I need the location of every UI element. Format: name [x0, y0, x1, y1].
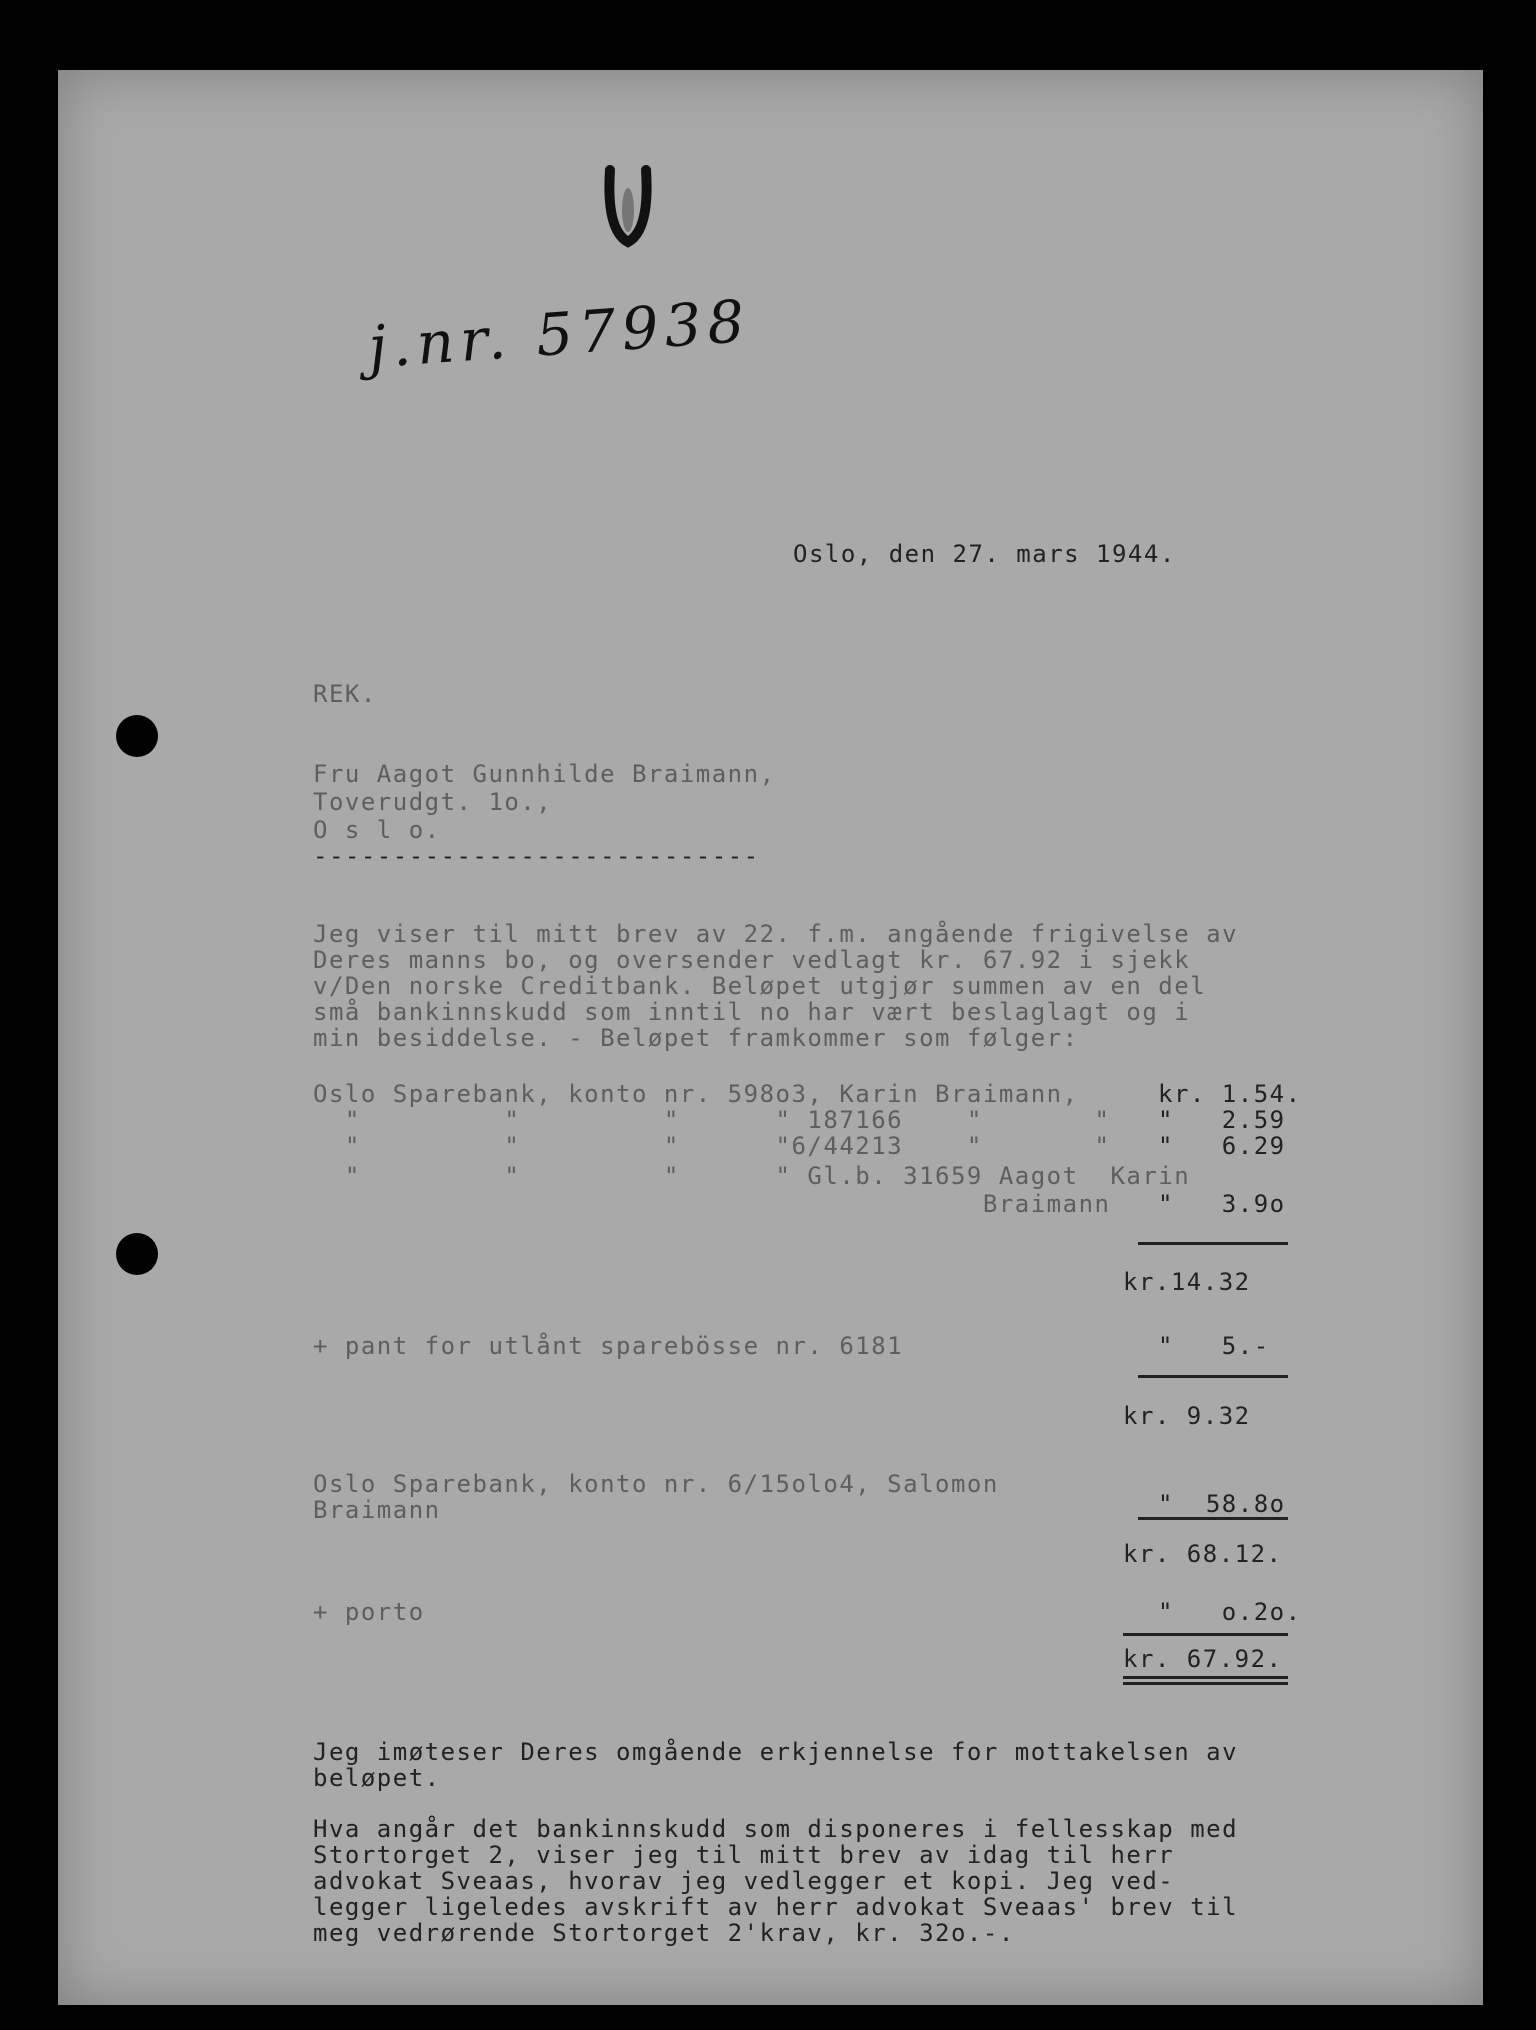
body-line: min besiddelse. - Beløpet framkommer som følger:	[313, 1024, 1079, 1052]
salomon-amount: " 58.8o	[1158, 1490, 1286, 1518]
closing-line: beløpet.	[313, 1764, 441, 1792]
subtotal-2: kr. 9.32	[1123, 1402, 1251, 1430]
account-desc: " " " "6/44213 " "	[313, 1132, 1111, 1160]
body-line: Deres manns bo, og oversender vedlagt kr. 67.92 i sjekk	[313, 946, 1191, 974]
porto-amount: " o.2o.	[1158, 1598, 1302, 1626]
body-line: Jeg viser til mitt brev av 22. f.m. angående frigivelse av	[313, 920, 1239, 948]
deduction-desc: + pant for utlånt sparebösse nr. 6181	[313, 1332, 904, 1360]
account-amount: " 3.9o	[1158, 1190, 1286, 1218]
account-desc: " " " " Gl.b. 31659 Aagot Karin	[313, 1162, 1191, 1190]
body-line: v/Den norske Creditbank. Beløpet utgjør summen av en del	[313, 972, 1207, 1000]
account-amount: " 2.59	[1158, 1106, 1286, 1134]
sum-rule	[1123, 1633, 1288, 1636]
registered-mark: REK.	[313, 680, 377, 708]
final-line: advokat Sveaas, hvorav jeg vedlegger et kopi. Jeg ved-	[313, 1867, 1175, 1895]
total-amount: kr. 67.92.	[1123, 1645, 1283, 1673]
recipient-name: Fru Aagot Gunnhilde Braimann,	[313, 760, 776, 788]
sum-rule	[1138, 1242, 1288, 1245]
final-line: meg vedrørende Stortorget 2'krav, kr. 32o.-.	[313, 1919, 1015, 1947]
document-page	[58, 70, 1483, 2005]
porto-desc: + porto	[313, 1598, 425, 1626]
subtotal-1: kr.14.32	[1123, 1268, 1251, 1296]
body-line: små bankinnskudd som inntil no har vært beslaglagt og i	[313, 998, 1191, 1026]
salomon-desc: Braimann	[313, 1496, 441, 1524]
account-desc: Braimann	[313, 1190, 1111, 1218]
sum-rule	[1138, 1517, 1288, 1520]
account-desc: " " " " 187166 " "	[313, 1106, 1111, 1134]
sum-rule	[1138, 1375, 1288, 1378]
final-line: Stortorget 2, viser jeg til mitt brev av idag til herr	[313, 1841, 1175, 1869]
account-amount: " 6.29	[1158, 1132, 1286, 1160]
punch-hole	[116, 715, 158, 757]
date-line: Oslo, den 27. mars 1944.	[793, 540, 1176, 568]
final-line: Hva angår det bankinnskudd som disponeres i fellesskap med	[313, 1815, 1239, 1843]
punch-hole	[116, 1233, 158, 1275]
subtotal-3: kr. 68.12.	[1123, 1540, 1283, 1568]
final-line: legger ligeledes avskrift av herr advokat Sveaas' brev til	[313, 1893, 1239, 1921]
total-double-rule	[1123, 1676, 1288, 1679]
recipient-city: O s l o.	[313, 816, 441, 844]
ink-mark-icon	[598, 150, 658, 260]
account-desc: Oslo Sparebank, konto nr. 598o3, Karin Braimann,	[313, 1080, 1079, 1108]
deduction-amount: " 5.-	[1158, 1332, 1270, 1360]
recipient-street: Toverudgt. 1o.,	[313, 788, 553, 816]
account-amount: kr. 1.54.	[1158, 1080, 1302, 1108]
handwritten-journal-number: j.nr. 57938	[366, 286, 753, 382]
total-double-rule	[1123, 1682, 1288, 1685]
recipient-underline: ----------------------------	[313, 842, 760, 870]
salomon-desc: Oslo Sparebank, konto nr. 6/15olo4, Salomon	[313, 1470, 999, 1498]
closing-line: Jeg imøteser Deres omgående erkjennelse for mottakelsen av	[313, 1738, 1239, 1766]
